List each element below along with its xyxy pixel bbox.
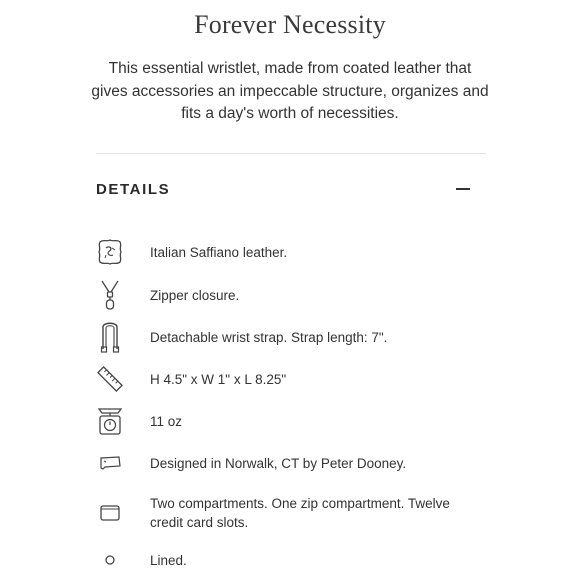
detail-item-strap (94, 321, 494, 353)
detail-item-lining (94, 544, 494, 576)
product-description: This essential wristlet, made from coated leather that gives accessories an impeccable structure, organizes and fits a day's worth of necessities. (91, 60, 489, 122)
detail-item-zipper (94, 279, 494, 311)
detail-item-weight (94, 405, 494, 437)
ruler-icon (94, 363, 126, 395)
flag-icon (94, 447, 126, 479)
detail-text: Two compartments. One zip compartment. Twelve credit card slots. (150, 496, 450, 530)
detail-text: 11 oz (150, 413, 183, 429)
detail-item-compartments (94, 494, 494, 532)
detail-text: H 4.5" x W 1" x L 8.25" (150, 371, 287, 387)
compartment-icon (94, 497, 126, 529)
detail-text: Designed in Norwalk, CT by Peter Dooney. (150, 455, 407, 471)
detail-item-dimensions (94, 363, 494, 395)
detail-text: Detachable wrist strap. Strap length: 7". (150, 329, 388, 345)
detail-text: Zipper closure. (150, 287, 240, 303)
scale-icon (94, 405, 126, 437)
detail-text: Italian Saffiano leather. (150, 244, 288, 260)
circle-icon (94, 544, 126, 576)
wrist-strap-icon (94, 321, 126, 353)
detail-text: Lined. (150, 552, 187, 568)
product-title: Forever Necessity (194, 10, 386, 39)
detail-item-leather (94, 236, 494, 268)
leather-hide-icon (94, 236, 126, 268)
detail-item-origin (94, 447, 494, 479)
details-heading: DETAILS (96, 180, 171, 198)
zipper-icon (94, 279, 126, 311)
